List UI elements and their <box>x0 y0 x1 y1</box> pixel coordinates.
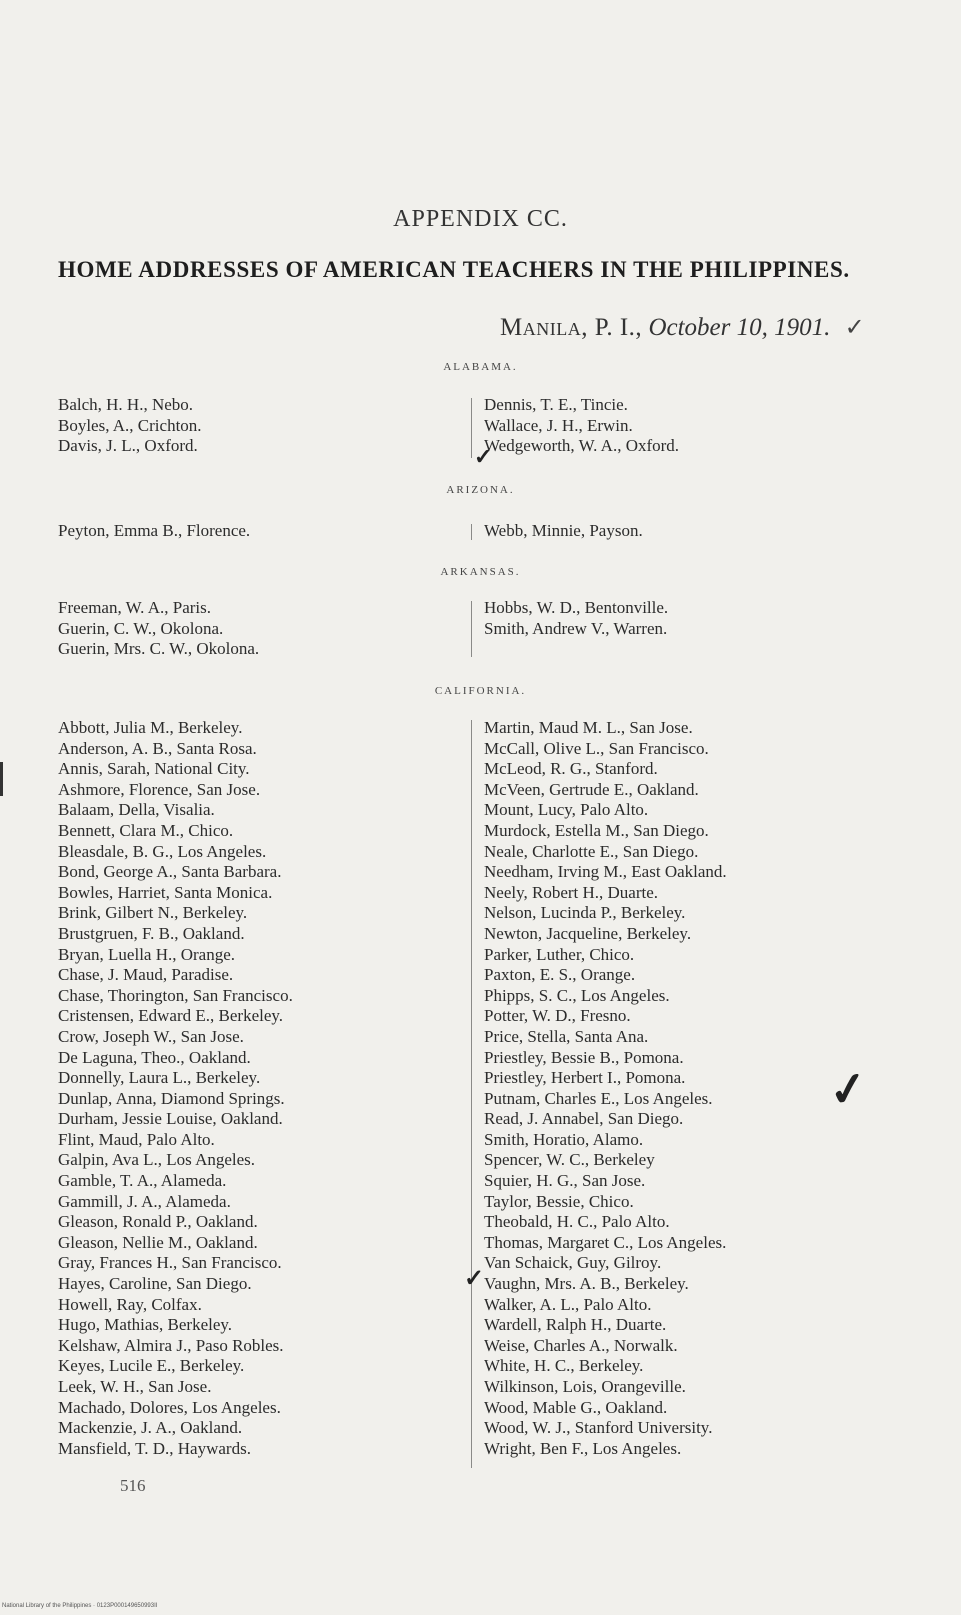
address-entry: Bond, George A., Santa Barbara. <box>58 862 282 882</box>
address-entry: Van Schaick, Guy, Gilroy. <box>484 1253 662 1273</box>
address-entry: Keyes, Lucile E., Berkeley. <box>58 1356 245 1376</box>
address-entry: Hobbs, W. D., Bentonville. <box>484 598 669 617</box>
address-entry: De Laguna, Theo., Oakland. <box>58 1047 251 1067</box>
address-entry: Annis, Sarah, National City. <box>58 759 250 779</box>
address-entry: Howell, Ray, Colfax. <box>58 1294 202 1314</box>
address-entry: Balch, H. H., Nebo. <box>58 395 194 414</box>
address-entry: McVeen, Gertrude E., Oakland. <box>484 779 699 799</box>
address-entry: Weise, Charles A., Norwalk. <box>484 1335 678 1355</box>
address-entry: Boyles, A., Crichton. <box>58 415 202 435</box>
address-entry: Bennett, Clara M., Chico. <box>58 820 234 840</box>
address-entry: Squier, H. G., San Jose. <box>484 1171 646 1191</box>
address-entry: Mackenzie, J. A., Oakland. <box>58 1418 243 1438</box>
column-divider <box>471 720 472 1468</box>
address-entry: Putnam, Charles E., Los Angeles. <box>484 1088 713 1108</box>
address-entry: Guerin, C. W., Okolona. <box>58 618 224 638</box>
address-entry: Bowles, Harriet, Santa Monica. <box>58 882 273 902</box>
arkansas-right-column <box>484 598 668 639</box>
address-entry: Vaughn, Mrs. A. B., Berkeley. <box>484 1274 689 1294</box>
appendix-heading: APPENDIX CC. <box>393 206 568 232</box>
address-entry: Donnelly, Laura L., Berkeley. <box>58 1068 261 1088</box>
address-entry: Flint, Maud, Palo Alto. <box>58 1129 215 1149</box>
address-entry: Freeman, W. A., Paris. <box>58 598 211 617</box>
state-heading-arkansas: ARKANSAS. <box>440 566 521 578</box>
page-title: HOME ADDRESSES OF AMERICAN TEACHERS IN THE PHILIPPINES. <box>58 257 850 282</box>
address-entry: Leek, W. H., San Jose. <box>58 1377 212 1396</box>
address-entry: Dunlap, Anna, Diamond Springs. <box>58 1088 285 1108</box>
address-entry: Machado, Dolores, Los Angeles. <box>58 1397 281 1417</box>
address-entry: Walker, A. L., Palo Alto. <box>484 1294 652 1314</box>
address-entry: Smith, Andrew V., Warren. <box>484 618 668 638</box>
address-entry: Anderson, A. B., Santa Rosa. <box>58 738 257 758</box>
address-entry: Cristensen, Edward E., Berkeley. <box>58 1006 284 1026</box>
address-entry: Nelson, Lucinda P., Berkeley. <box>484 903 686 923</box>
address-entry: Needham, Irving M., East Oakland. <box>484 862 727 882</box>
address-entry: Phipps, S. C., Los Angeles. <box>484 985 670 1005</box>
address-entry: Gamble, T. A., Alameda. <box>58 1171 227 1191</box>
address-entry: Mansfield, T. D., Haywards. <box>58 1438 251 1458</box>
address-entry: Balaam, Della, Visalia. <box>58 800 215 820</box>
address-entry: Wood, W. J., Stanford University. <box>484 1418 713 1438</box>
alabama-left-column <box>58 395 202 457</box>
address-entry: Chase, Thorington, San Francisco. <box>58 985 293 1005</box>
address-entry: Priestley, Herbert I., Pomona. <box>484 1068 686 1088</box>
address-entry: Bryan, Luella H., Orange. <box>58 944 236 964</box>
dateline <box>500 313 940 342</box>
address-entry: Peyton, Emma B., Florence. <box>58 521 251 540</box>
address-entry: Mount, Lucy, Palo Alto. <box>484 800 649 820</box>
dateline-date: October 10, 1901. <box>648 314 831 341</box>
arizona-left-column <box>58 521 250 542</box>
address-entry: Price, Stella, Santa Ana. <box>484 1026 649 1046</box>
arkansas-left-column <box>58 598 259 660</box>
address-entry: Read, J. Annabel, San Diego. <box>484 1109 684 1129</box>
address-entry: Bleasdale, B. G., Los Angeles. <box>58 841 267 861</box>
address-entry: Paxton, E. S., Orange. <box>484 965 636 985</box>
column-divider <box>471 398 472 458</box>
address-entry: Dennis, T. E., Tincie. <box>484 395 628 414</box>
address-entry: Hayes, Caroline, San Diego. <box>58 1274 252 1294</box>
state-heading-arizona: ARIZONA. <box>446 484 515 496</box>
address-entry: Crow, Joseph W., San Jose. <box>58 1026 244 1046</box>
address-entry: Taylor, Bessie, Chico. <box>484 1191 634 1211</box>
address-entry: Gammill, J. A., Alameda. <box>58 1191 231 1211</box>
handwritten-check-mark-icon: ✓ <box>825 1061 871 1118</box>
address-entry: Brink, Gilbert N., Berkeley. <box>58 903 248 923</box>
address-entry: Wood, Mable G., Oakland. <box>484 1397 668 1417</box>
address-entry: White, H. C., Berkeley. <box>484 1356 644 1376</box>
handwritten-check-mark-icon: ✓ <box>474 444 493 469</box>
check-mark-icon: ✓ <box>844 315 865 341</box>
address-entry: Potter, W. D., Fresno. <box>484 1006 631 1026</box>
arizona-right-column <box>484 521 643 542</box>
address-entry: Gleason, Ronald P., Oakland. <box>58 1212 258 1232</box>
state-heading-california: CALIFORNIA. <box>434 685 527 697</box>
california-left-column <box>58 718 293 1459</box>
page-number: 516 <box>120 1476 146 1495</box>
alabama-right-column <box>484 395 679 457</box>
address-entry: Neale, Charlotte E., San Diego. <box>484 841 699 861</box>
column-divider <box>471 524 472 540</box>
address-entry: Priestley, Bessie B., Pomona. <box>484 1047 684 1067</box>
address-entry: Chase, J. Maud, Paradise. <box>58 965 234 985</box>
column-divider <box>471 601 472 657</box>
address-entry: Guerin, Mrs. C. W., Okolona. <box>58 639 260 659</box>
address-entry: McCall, Olive L., San Francisco. <box>484 738 709 758</box>
address-entry: Wallace, J. H., Erwin. <box>484 415 633 435</box>
dateline-place: Manila, P. I., <box>500 314 643 341</box>
footer-credit: National Library of the Philippines · 0123P000149650993II <box>2 1603 158 1609</box>
address-entry: Smith, Horatio, Alamo. <box>484 1129 644 1149</box>
address-entry: Galpin, Ava L., Los Angeles. <box>58 1150 256 1170</box>
address-entry: Martin, Maud M. L., San Jose. <box>484 718 693 737</box>
state-heading-alabama: ALABAMA. <box>443 361 518 373</box>
address-entry: Brustgruen, F. B., Oakland. <box>58 923 245 943</box>
address-entry: Hugo, Mathias, Berkeley. <box>58 1315 233 1335</box>
address-entry: Newton, Jacqueline, Berkeley. <box>484 923 692 943</box>
address-entry: Durham, Jessie Louise, Oakland. <box>58 1109 283 1129</box>
address-entry: Wardell, Ralph H., Duarte. <box>484 1315 667 1335</box>
address-entry: Thomas, Margaret C., Los Angeles. <box>484 1232 727 1252</box>
address-entry: Parker, Luther, Chico. <box>484 944 635 964</box>
address-entry: Abbott, Julia M., Berkeley. <box>58 718 243 737</box>
address-entry: Wedgeworth, W. A., Oxford. <box>484 436 680 456</box>
address-entry: Neely, Robert H., Duarte. <box>484 882 659 902</box>
california-right-column <box>484 718 727 1459</box>
address-entry: Theobald, H. C., Palo Alto. <box>484 1212 670 1232</box>
address-entry: Kelshaw, Almira J., Paso Robles. <box>58 1335 284 1355</box>
address-entry: Davis, J. L., Oxford. <box>58 436 198 456</box>
address-entry: Gleason, Nellie M., Oakland. <box>58 1232 258 1252</box>
address-entry: Wright, Ben F., Los Angeles. <box>484 1438 682 1458</box>
margin-mark <box>0 762 3 796</box>
address-entry: Gray, Frances H., San Francisco. <box>58 1253 282 1273</box>
address-entry: Spencer, W. C., Berkeley <box>484 1150 655 1170</box>
address-entry: Webb, Minnie, Payson. <box>484 521 643 540</box>
address-entry: Wilkinson, Lois, Orangeville. <box>484 1377 686 1396</box>
address-entry: Ashmore, Florence, San Jose. <box>58 779 261 799</box>
address-entry: McLeod, R. G., Stanford. <box>484 759 658 779</box>
address-entry: Murdock, Estella M., San Diego. <box>484 820 709 840</box>
handwritten-check-mark-icon: ✓ <box>464 1266 485 1292</box>
